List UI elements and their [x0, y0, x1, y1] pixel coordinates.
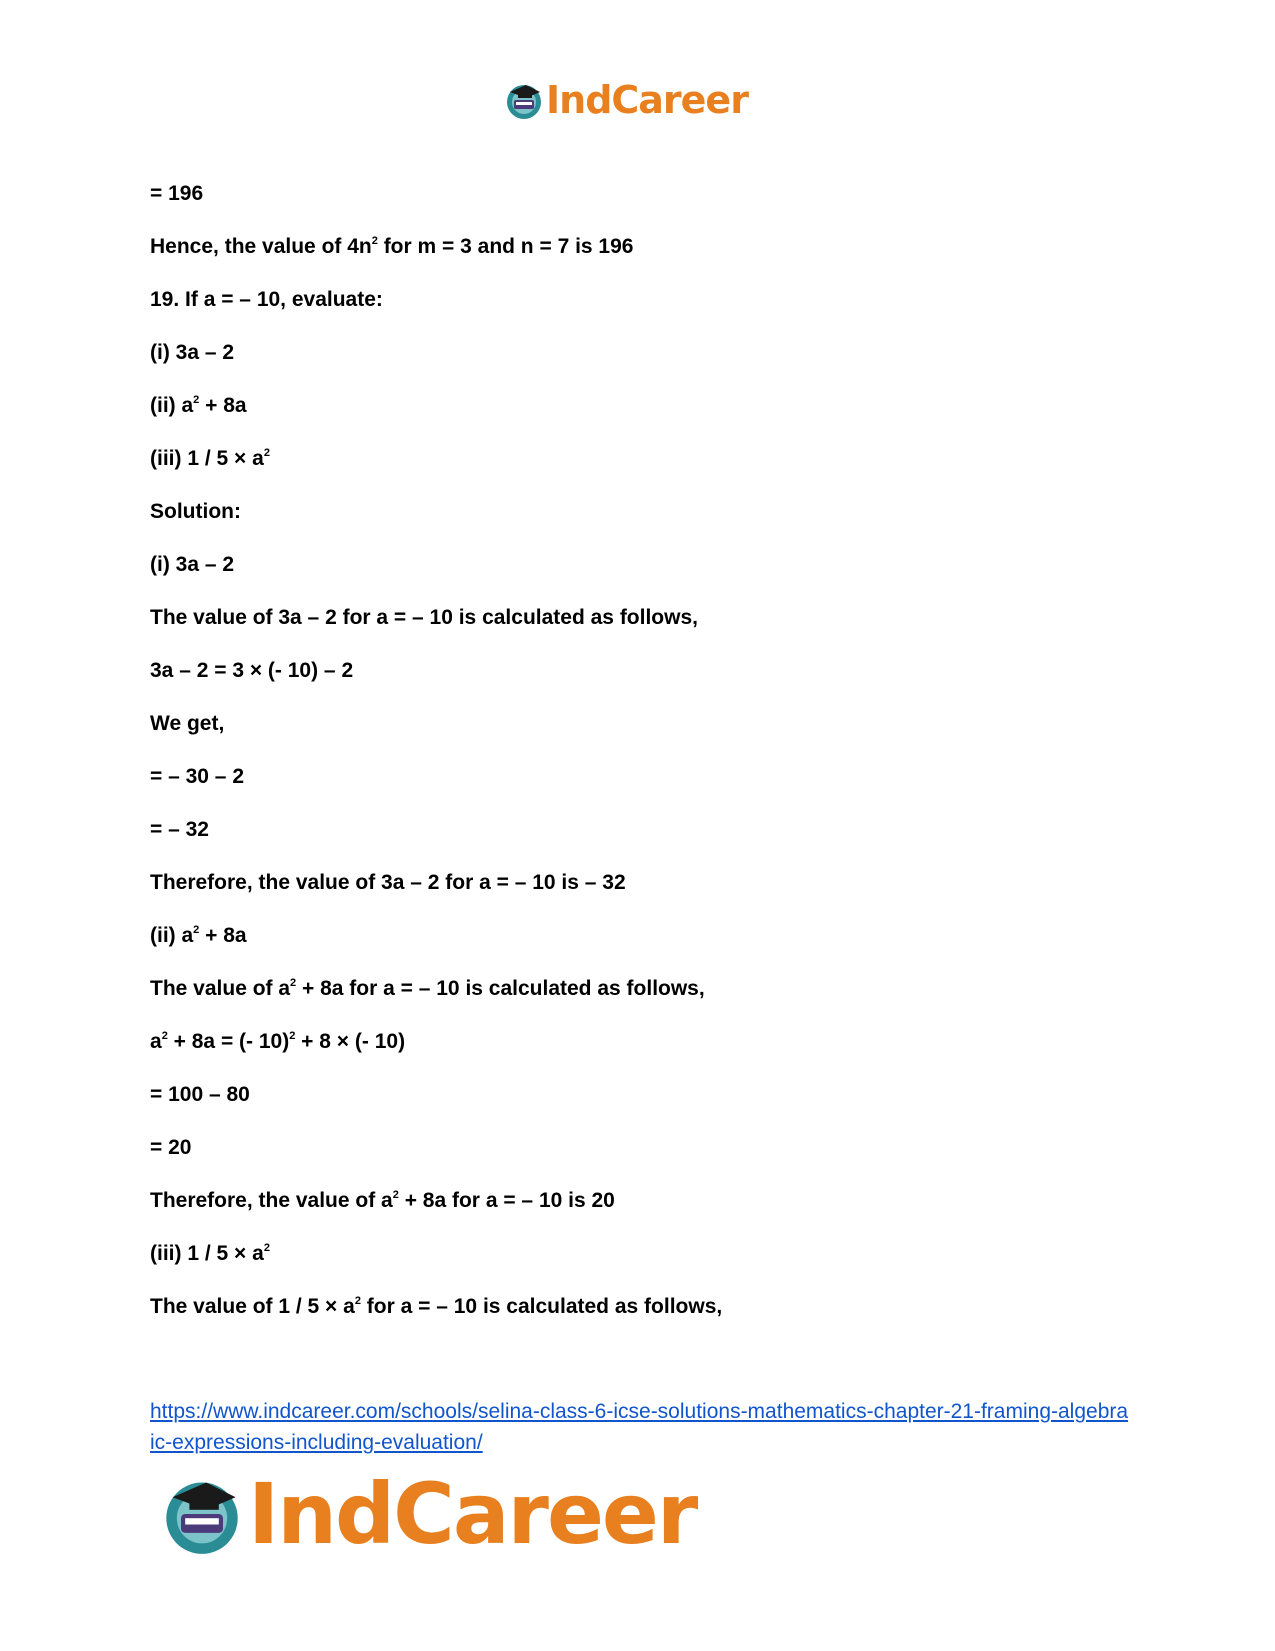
- text-line: Therefore, the value of $a^2 + 8a$ for a = – 10 is 20: [150, 1189, 615, 1212]
- text-line: Hence, the value of $4n^2$ for m = 3 and n = 7 is 196: [150, 235, 634, 258]
- text-line: (ii) $a^2 + 8a$: [150, 924, 247, 947]
- globe-cap-icon: [160, 1472, 244, 1556]
- text-line: = 196: [150, 182, 204, 205]
- text-line: (iii) $1 / 5 \times a^2$: [150, 1242, 270, 1265]
- question-heading: 19. If a = – 10, evaluate:: [150, 288, 383, 311]
- footer-logo: [160, 1466, 696, 1562]
- text-line: Therefore, the value of 3a – 2 for a = – 10 is – 32: [150, 871, 626, 894]
- text-line: We get,: [150, 712, 225, 735]
- logo-text: IndCareer: [248, 1465, 697, 1563]
- text-line: The value of $a^2 + 8a$ for a = – 10 is calculated as follows,: [150, 977, 705, 1000]
- text-line: (i) 3a – 2: [150, 553, 235, 576]
- text-line: (ii) $a^2 + 8a$: [150, 394, 247, 417]
- text-line: 3a – 2 = 3 × (- 10) – 2: [150, 659, 354, 682]
- text-line: (iii) $1 / 5 \times a^2$: [150, 447, 270, 470]
- text-line: (i) 3a – 2: [150, 341, 235, 364]
- text-line: = – 30 – 2: [150, 765, 244, 788]
- solution-heading: Solution:: [150, 500, 241, 523]
- header-logo: [504, 78, 748, 122]
- text-line: The value of 3a – 2 for a = – 10 is calculated as follows,: [150, 606, 698, 629]
- text-line: = – 32: [150, 818, 209, 841]
- text-line: = 100 – 80: [150, 1083, 250, 1106]
- text-line: $a^2 + 8a$ = (- 10)$^2$ + 8 × (- 10): [150, 1030, 406, 1053]
- source-link[interactable]: https://www.indcareer.com/schools/selina-class-6-icse-solutions-mathematics-chapter-21-framing-algebraic-expressions-including-evaluation/: [150, 1400, 1129, 1454]
- globe-cap-icon: [504, 80, 544, 120]
- logo-text: IndCareer: [546, 78, 748, 122]
- text-line: = 20: [150, 1136, 192, 1159]
- text-line: The value of $1 / 5 \times a^2$ for a = – 10 is calculated as follows,: [150, 1295, 723, 1318]
